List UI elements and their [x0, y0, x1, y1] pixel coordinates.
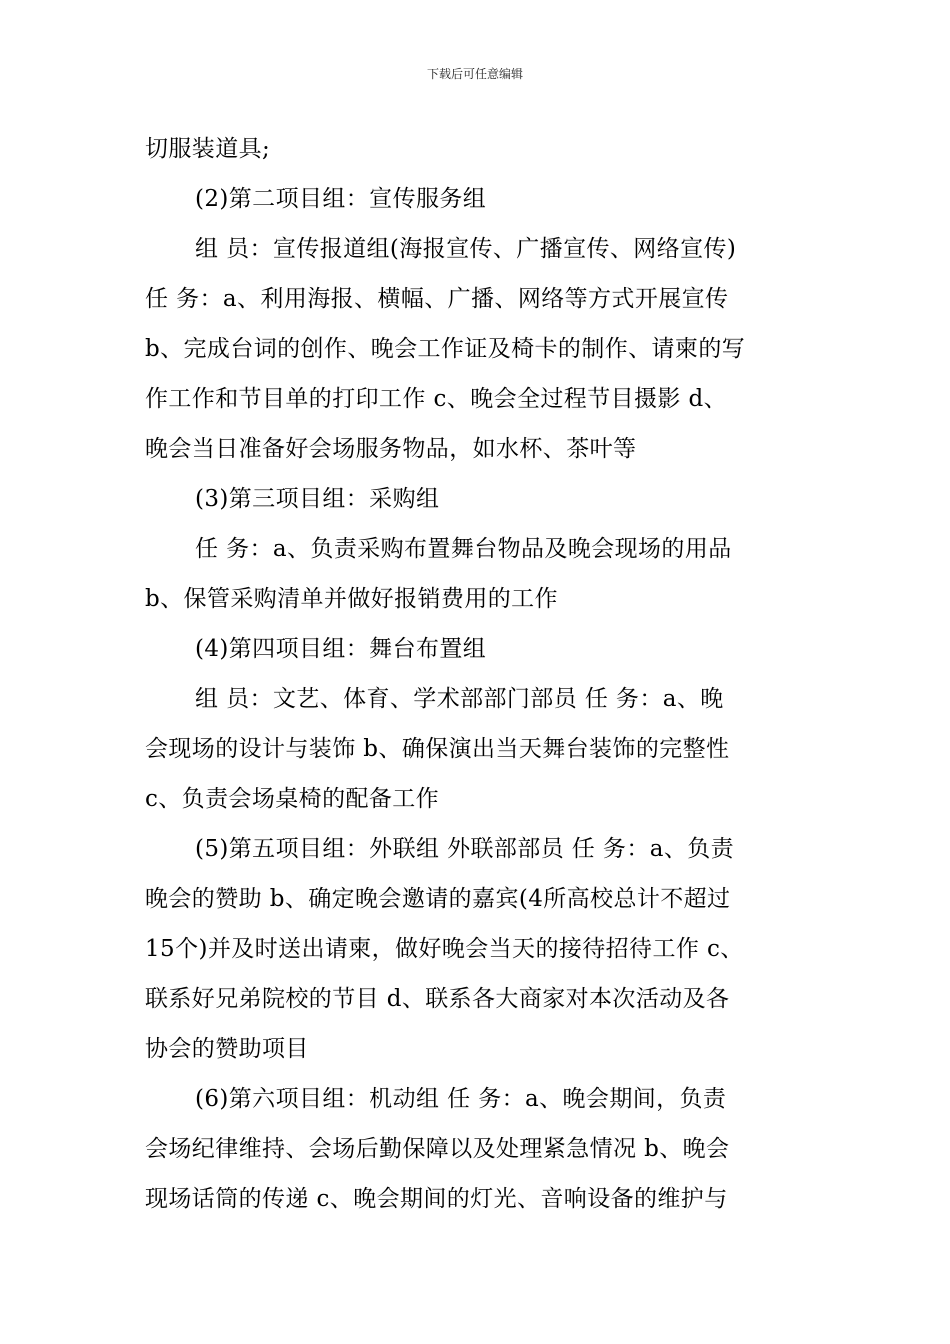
text-line: b、完成台词的创作、晚会工作证及椅卡的制作、请柬的写	[145, 336, 746, 362]
text-line: (3)第三项目组：采购组	[195, 486, 440, 512]
page-header: 下载后可任意编辑	[426, 67, 523, 81]
document-body	[145, 124, 810, 1224]
text-line: 15个)并及时送出请柬，做好晚会当天的接待招待工作 c、	[145, 936, 744, 962]
text-line: 会现场的设计与装饰 b、确保演出当天舞台装饰的完整性	[145, 736, 730, 762]
text-line: 切服装道具;	[145, 136, 271, 162]
text-line: (4)第四项目组：舞台布置组	[195, 636, 487, 662]
text-line: c、负责会场桌椅的配备工作	[145, 786, 440, 812]
text-line: 晚会的赞助 b、确定晚会邀请的嘉宾(4所高校总计不超过	[145, 886, 731, 912]
text-line: 会场纪律维持、会场后勤保障以及处理紧急情况 b、晚会	[145, 1136, 730, 1162]
text-line: 联系好兄弟院校的节目 d、联系各大商家对本次活动及各	[145, 986, 730, 1012]
text-line: (2)第二项目组：宣传服务组	[195, 186, 487, 212]
text-line: 作工作和节目单的打印工作 c、晚会全过程节目摄影 d、	[145, 386, 728, 412]
text-line: 现场话筒的传递 c、晚会期间的灯光、音响设备的维护与	[145, 1186, 728, 1212]
text-line: 晚会当日准备好会场服务物品，如水杯、茶叶等	[145, 436, 637, 462]
text-line: 协会的赞助项目	[145, 1036, 309, 1062]
text-line: 任 务：a、利用海报、横幅、广播、网络等方式开展宣传	[145, 286, 729, 312]
text-line: (6)第六项目组：机动组 任 务：a、晚会期间，负责	[195, 1086, 727, 1112]
text-line: b、保管采购清单并做好报销费用的工作	[145, 586, 558, 612]
text-line: 组 员：宣传报道组(海报宣传、广播宣传、网络宣传)	[195, 236, 737, 262]
text-line: (5)第五项目组：外联组 外联部部员 任 务：a、负责	[195, 836, 735, 862]
text-line: 任 务：a、负责采购布置舞台物品及晚会现场的用品	[195, 536, 732, 562]
text-line: 组 员：文艺、体育、学术部部门部员 任 务：a、晚	[195, 686, 724, 712]
